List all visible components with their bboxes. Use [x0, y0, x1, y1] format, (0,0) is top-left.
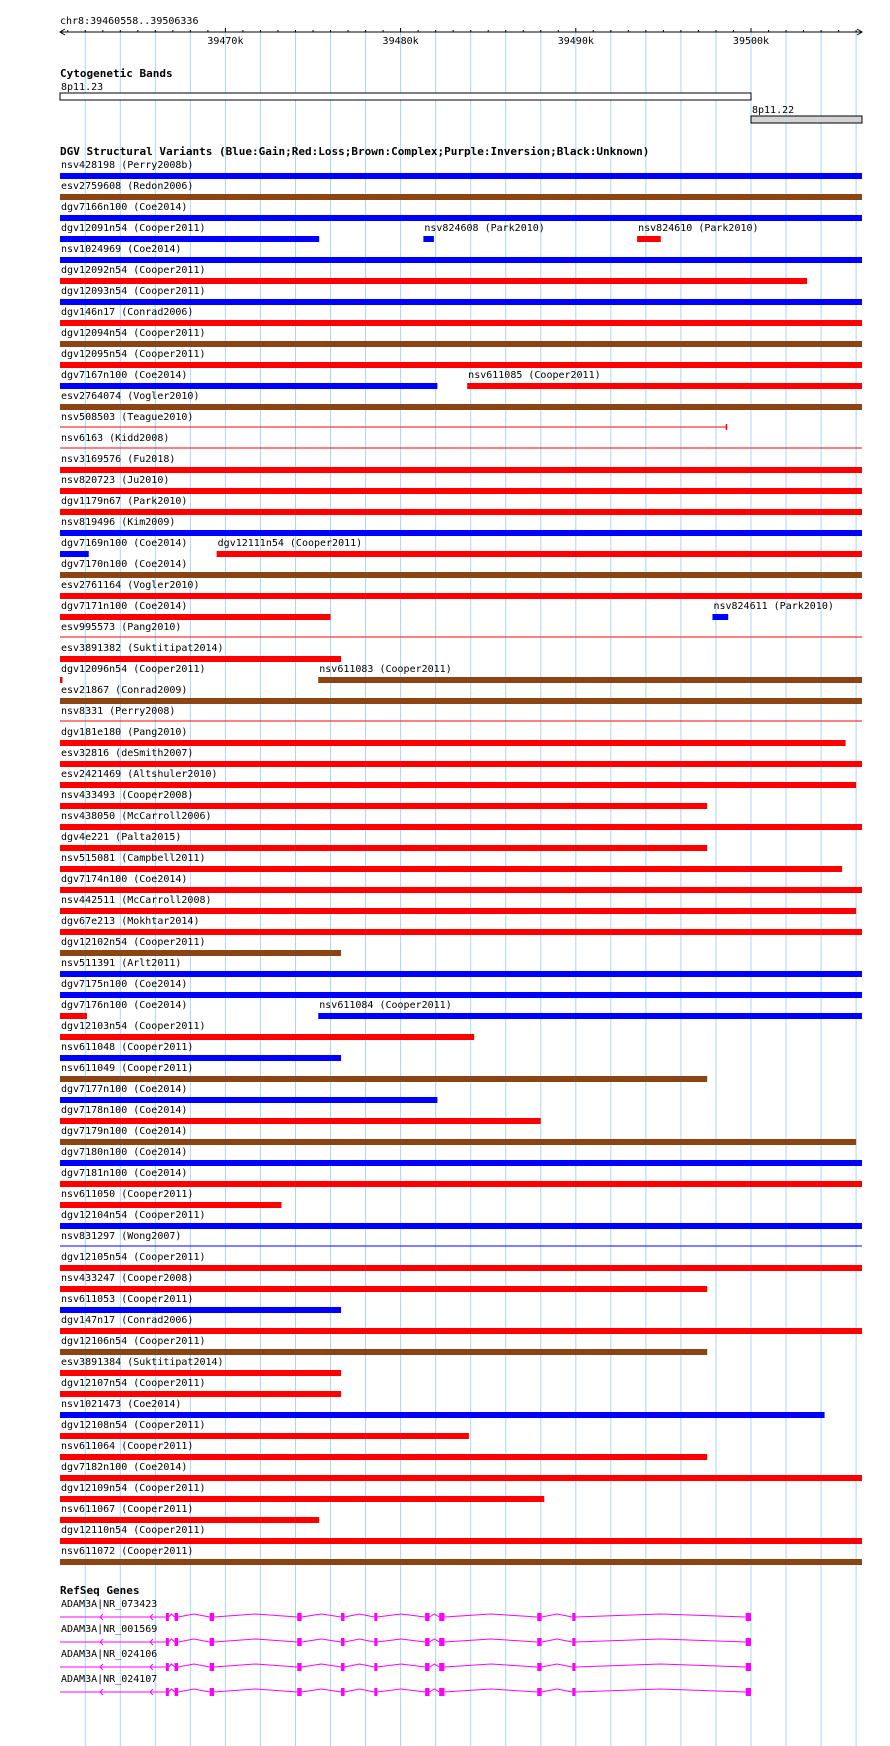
variant-label: dgv12110n54 (Cooper2011)	[61, 1525, 206, 1536]
gene-exon	[175, 1688, 179, 1696]
variant-label: nsv1024969 (Coe2014)	[61, 244, 182, 255]
variant-bar	[60, 803, 707, 809]
gene-exon	[572, 1663, 575, 1671]
gene-exon	[341, 1638, 345, 1646]
variant-bar	[60, 1160, 862, 1166]
variant-bar	[60, 572, 862, 578]
variant-label: nsv611085 (Cooper2011)	[468, 370, 601, 381]
variant-bar	[60, 1076, 707, 1082]
gene-exon	[425, 1613, 429, 1621]
cyto-band-label: 8p11.22	[751, 105, 795, 116]
variant-label: nsv611048 (Cooper2011)	[61, 1042, 194, 1053]
variant-bar	[60, 1349, 707, 1355]
variant-bar	[60, 1202, 281, 1208]
cyto-track-title: Cytogenetic Bands	[60, 67, 173, 80]
variant-label: esv2421469 (Altshuler2010)	[61, 769, 218, 780]
variant-label: esv2764074 (Vogler2010)	[61, 391, 200, 402]
variant-bar	[637, 236, 661, 242]
variant-bar	[217, 551, 862, 557]
variant-label: nsv611072 (Cooper2011)	[61, 1546, 194, 1557]
variant-label: dgv12095n54 (Cooper2011)	[61, 349, 206, 360]
variant-bar	[60, 362, 862, 368]
variant-bar	[60, 782, 856, 788]
variant-bar	[60, 215, 862, 221]
gene-exon	[341, 1688, 345, 1696]
variant-label: dgv146n17 (Conrad2006)	[61, 307, 194, 318]
variant-label: dgv12107n54 (Cooper2011)	[61, 1378, 206, 1389]
variant-label: dgv181e180 (Pang2010)	[61, 727, 188, 738]
cyto-band	[751, 116, 862, 123]
variant-label: dgv7170n100 (Coe2014)	[61, 559, 188, 570]
variant-bar	[60, 698, 862, 704]
gene-exon	[175, 1613, 179, 1621]
transcript-label: ADAM3A|NR_073423	[61, 1599, 158, 1610]
gene-exon	[439, 1638, 444, 1646]
gene-exon	[374, 1613, 377, 1621]
variant-label: nsv1021473 (Coe2014)	[61, 1399, 182, 1410]
variant-bar	[60, 845, 707, 851]
gene-exon	[374, 1688, 377, 1696]
variant-label: dgv12094n54 (Cooper2011)	[61, 328, 206, 339]
variant-label: esv32816 (deSmith2007)	[61, 748, 194, 759]
gene-exon	[439, 1613, 444, 1621]
ruler-tick-label: 39490k	[557, 36, 594, 47]
variant-bar	[60, 467, 862, 473]
variant-label: nsv511391 (Arlt2011)	[61, 958, 182, 969]
gene-exon	[210, 1663, 214, 1671]
variant-bar	[60, 509, 862, 515]
variant-bar	[60, 1181, 862, 1187]
gene-exon	[297, 1663, 301, 1671]
gene-exon	[746, 1688, 751, 1696]
variant-label: dgv12102n54 (Cooper2011)	[61, 937, 206, 948]
variant-label: nsv831297 (Wong2007)	[61, 1231, 182, 1242]
gene-intron-line	[60, 1639, 746, 1642]
transcript-label: ADAM3A|NR_001569	[61, 1624, 158, 1635]
gene-exon	[374, 1638, 377, 1646]
variant-bar	[60, 1013, 87, 1019]
variant-bar	[60, 404, 862, 410]
variant-bar	[60, 1328, 862, 1334]
variant-label: dgv12105n54 (Cooper2011)	[61, 1252, 206, 1263]
variant-bar	[60, 1139, 856, 1145]
variant-bar	[60, 887, 862, 893]
variant-bar	[60, 299, 862, 305]
variant-label: dgv7182n100 (Coe2014)	[61, 1462, 188, 1473]
gene-exon	[166, 1613, 169, 1621]
variant-label: nsv433493 (Cooper2008)	[61, 790, 194, 801]
variant-bar	[60, 1538, 862, 1544]
variant-bar	[60, 1412, 825, 1418]
variant-bar	[60, 488, 862, 494]
variant-bar	[60, 593, 862, 599]
cyto-band-label: 8p11.23	[61, 82, 104, 93]
variant-label: nsv611053 (Cooper2011)	[61, 1294, 194, 1305]
gene-intron-line	[60, 1664, 746, 1667]
variant-label: esv3891382 (Suktitipat2014)	[61, 643, 224, 654]
gene-exon	[210, 1638, 214, 1646]
variant-bar	[60, 530, 862, 536]
gene-exon	[537, 1613, 541, 1621]
gene-exon	[210, 1613, 214, 1621]
dgv-structural-variants-track	[60, 145, 862, 1565]
variant-label: dgv12108n54 (Cooper2011)	[61, 1420, 206, 1431]
variant-label: dgv12109n54 (Cooper2011)	[61, 1483, 206, 1494]
refseq-genes-track	[60, 1584, 751, 1696]
variant-bar	[60, 1370, 341, 1376]
gene-exon	[297, 1613, 301, 1621]
transcript-label: ADAM3A|NR_024106	[61, 1649, 158, 1660]
variant-bar	[60, 908, 856, 914]
variant-label: nsv611064 (Cooper2011)	[61, 1441, 194, 1452]
gene-exon	[439, 1688, 444, 1696]
variant-label: dgv12091n54 (Cooper2011)	[61, 223, 206, 234]
variant-label: dgv7177n100 (Coe2014)	[61, 1084, 188, 1095]
variant-bar	[60, 341, 862, 347]
variant-bar	[60, 551, 89, 557]
variant-bar	[60, 992, 862, 998]
variant-label: nsv8331 (Perry2008)	[61, 706, 176, 717]
variant-label: esv2761164 (Vogler2010)	[61, 580, 200, 591]
position-ruler	[60, 16, 862, 47]
variant-label: nsv611084 (Cooper2011)	[319, 1000, 452, 1011]
variant-bar	[60, 1391, 341, 1397]
gene-exon	[175, 1638, 179, 1646]
gene-exon	[374, 1663, 377, 1671]
gene-exon	[537, 1638, 541, 1646]
variant-label: nsv611050 (Cooper2011)	[61, 1189, 194, 1200]
gene-exon	[746, 1638, 751, 1646]
variant-bar	[60, 1475, 862, 1481]
variant-bar	[60, 278, 807, 284]
variant-label: dgv1179n67 (Park2010)	[61, 496, 188, 507]
gene-exon	[210, 1688, 214, 1696]
variant-label: nsv508503 (Teague2010)	[61, 412, 194, 423]
variant-label: dgv67e213 (Mokhtar2014)	[61, 916, 200, 927]
variant-label: dgv7178n100 (Coe2014)	[61, 1105, 188, 1116]
variant-label: dgv12092n54 (Cooper2011)	[61, 265, 206, 276]
refseq-track-title: RefSeq Genes	[60, 1584, 140, 1597]
gene-exon	[175, 1663, 179, 1671]
transcript-label: ADAM3A|NR_024107	[61, 1674, 158, 1685]
variant-bar	[60, 236, 319, 242]
variant-label: nsv611067 (Cooper2011)	[61, 1504, 194, 1515]
gene-exon	[746, 1613, 751, 1621]
variant-bar	[60, 740, 846, 746]
variant-bar	[60, 677, 62, 683]
variant-bar	[60, 866, 842, 872]
variant-bar	[60, 1055, 341, 1061]
gene-exon	[297, 1638, 301, 1646]
gene-exon	[537, 1688, 541, 1696]
cyto-band	[60, 93, 751, 100]
gene-exon	[572, 1688, 575, 1696]
variant-label: nsv824608 (Park2010)	[424, 223, 545, 234]
variant-bar	[60, 320, 862, 326]
variant-label: dgv12103n54 (Cooper2011)	[61, 1021, 206, 1032]
variant-bar	[60, 1454, 707, 1460]
variant-label: nsv438050 (McCarroll2006)	[61, 811, 212, 822]
variant-bar	[60, 656, 341, 662]
variant-label: nsv3169576 (Fu2018)	[61, 454, 176, 465]
variant-bar	[60, 257, 862, 263]
region-label: chr8:39460558..39506336	[60, 16, 199, 27]
variant-bar	[60, 1307, 341, 1313]
gene-exon	[341, 1663, 345, 1671]
gene-exon	[425, 1663, 429, 1671]
variant-label: nsv515081 (Campbell2011)	[61, 853, 206, 864]
variant-label: esv995573 (Pang2010)	[61, 622, 182, 633]
variant-bar	[60, 173, 862, 179]
variant-bar	[60, 971, 862, 977]
variant-bar	[60, 383, 437, 389]
variant-label: esv21867 (Conrad2009)	[61, 685, 188, 696]
gene-intron-line	[60, 1689, 746, 1692]
variant-label: esv2759608 (Redon2006)	[61, 181, 194, 192]
variant-bar	[60, 950, 341, 956]
variant-label: dgv7169n100 (Coe2014)	[61, 538, 188, 549]
dgv-track-title: DGV Structural Variants (Blue:Gain;Red:Loss;Brown:Complex;Purple:Inversion;Black:Unknown)	[60, 145, 650, 158]
variant-label: dgv12093n54 (Cooper2011)	[61, 286, 206, 297]
variant-bar	[60, 1496, 544, 1502]
variant-label: nsv824610 (Park2010)	[638, 223, 759, 234]
ruler-tick-label: 39470k	[207, 36, 244, 47]
ruler-tick-label: 39480k	[382, 36, 419, 47]
variant-bar	[60, 761, 862, 767]
variant-label: esv3891384 (Suktitipat2014)	[61, 1357, 224, 1368]
gene-exon	[746, 1663, 751, 1671]
gene-exon	[537, 1663, 541, 1671]
variant-bar	[60, 1265, 862, 1271]
variant-bar	[60, 194, 862, 200]
variant-bar	[423, 236, 434, 242]
variant-label: nsv611049 (Cooper2011)	[61, 1063, 194, 1074]
variant-label: dgv7176n100 (Coe2014)	[61, 1000, 188, 1011]
variant-label: dgv12106n54 (Cooper2011)	[61, 1336, 206, 1347]
variant-label: nsv433247 (Cooper2008)	[61, 1273, 194, 1284]
variant-label: nsv824611 (Park2010)	[713, 601, 834, 612]
variant-bar	[60, 1286, 707, 1292]
gene-exon	[166, 1688, 169, 1696]
variant-label: nsv6163 (Kidd2008)	[61, 433, 170, 444]
variant-bar	[60, 1223, 862, 1229]
variant-label: dgv7174n100 (Coe2014)	[61, 874, 188, 885]
variant-label: dgv7179n100 (Coe2014)	[61, 1126, 188, 1137]
variant-bar	[60, 1559, 862, 1565]
gene-exon	[166, 1638, 169, 1646]
variant-bar	[60, 1118, 541, 1124]
variant-label: dgv7175n100 (Coe2014)	[61, 979, 188, 990]
variant-label: dgv12096n54 (Cooper2011)	[61, 664, 206, 675]
variant-label: dgv12104n54 (Cooper2011)	[61, 1210, 206, 1221]
gene-exon	[439, 1663, 444, 1671]
variant-bar	[318, 1013, 862, 1019]
variant-bar	[467, 383, 862, 389]
variant-label: dgv7180n100 (Coe2014)	[61, 1147, 188, 1158]
gene-exon	[425, 1688, 429, 1696]
variant-label: dgv7166n100 (Coe2014)	[61, 202, 188, 213]
variant-bar	[60, 1517, 319, 1523]
variant-label: nsv428198 (Perry2008b)	[61, 160, 194, 171]
gene-exon	[572, 1613, 575, 1621]
variant-bar	[712, 614, 728, 620]
variant-bar	[60, 1034, 474, 1040]
variant-label: nsv820723 (Ju2010)	[61, 475, 170, 486]
cytogenetic-bands-track	[60, 67, 862, 123]
variant-bar	[60, 929, 862, 935]
variant-label: dgv7181n100 (Coe2014)	[61, 1168, 188, 1179]
gene-exon	[341, 1613, 345, 1621]
variant-label: nsv611083 (Cooper2011)	[319, 664, 452, 675]
variant-bar	[60, 614, 331, 620]
variant-label: dgv7167n100 (Coe2014)	[61, 370, 188, 381]
gene-intron-line	[60, 1614, 746, 1617]
variant-bar	[60, 1433, 469, 1439]
variant-bar	[60, 824, 862, 830]
variant-label: nsv442511 (McCarroll2008)	[61, 895, 212, 906]
ruler-tick-label: 39500k	[732, 36, 770, 47]
variant-bar	[60, 1097, 437, 1103]
variant-label: dgv12111n54 (Cooper2011)	[217, 538, 363, 549]
variant-label: dgv147n17 (Conrad2006)	[61, 1315, 194, 1326]
gene-exon	[297, 1688, 301, 1696]
variant-label: nsv819496 (Kim2009)	[61, 517, 176, 528]
gene-exon	[166, 1663, 169, 1671]
variant-label: dgv7171n100 (Coe2014)	[61, 601, 188, 612]
variant-label: dgv4e221 (Palta2015)	[61, 832, 182, 843]
gene-exon	[425, 1638, 429, 1646]
variant-bar	[318, 677, 862, 683]
gene-exon	[572, 1638, 575, 1646]
